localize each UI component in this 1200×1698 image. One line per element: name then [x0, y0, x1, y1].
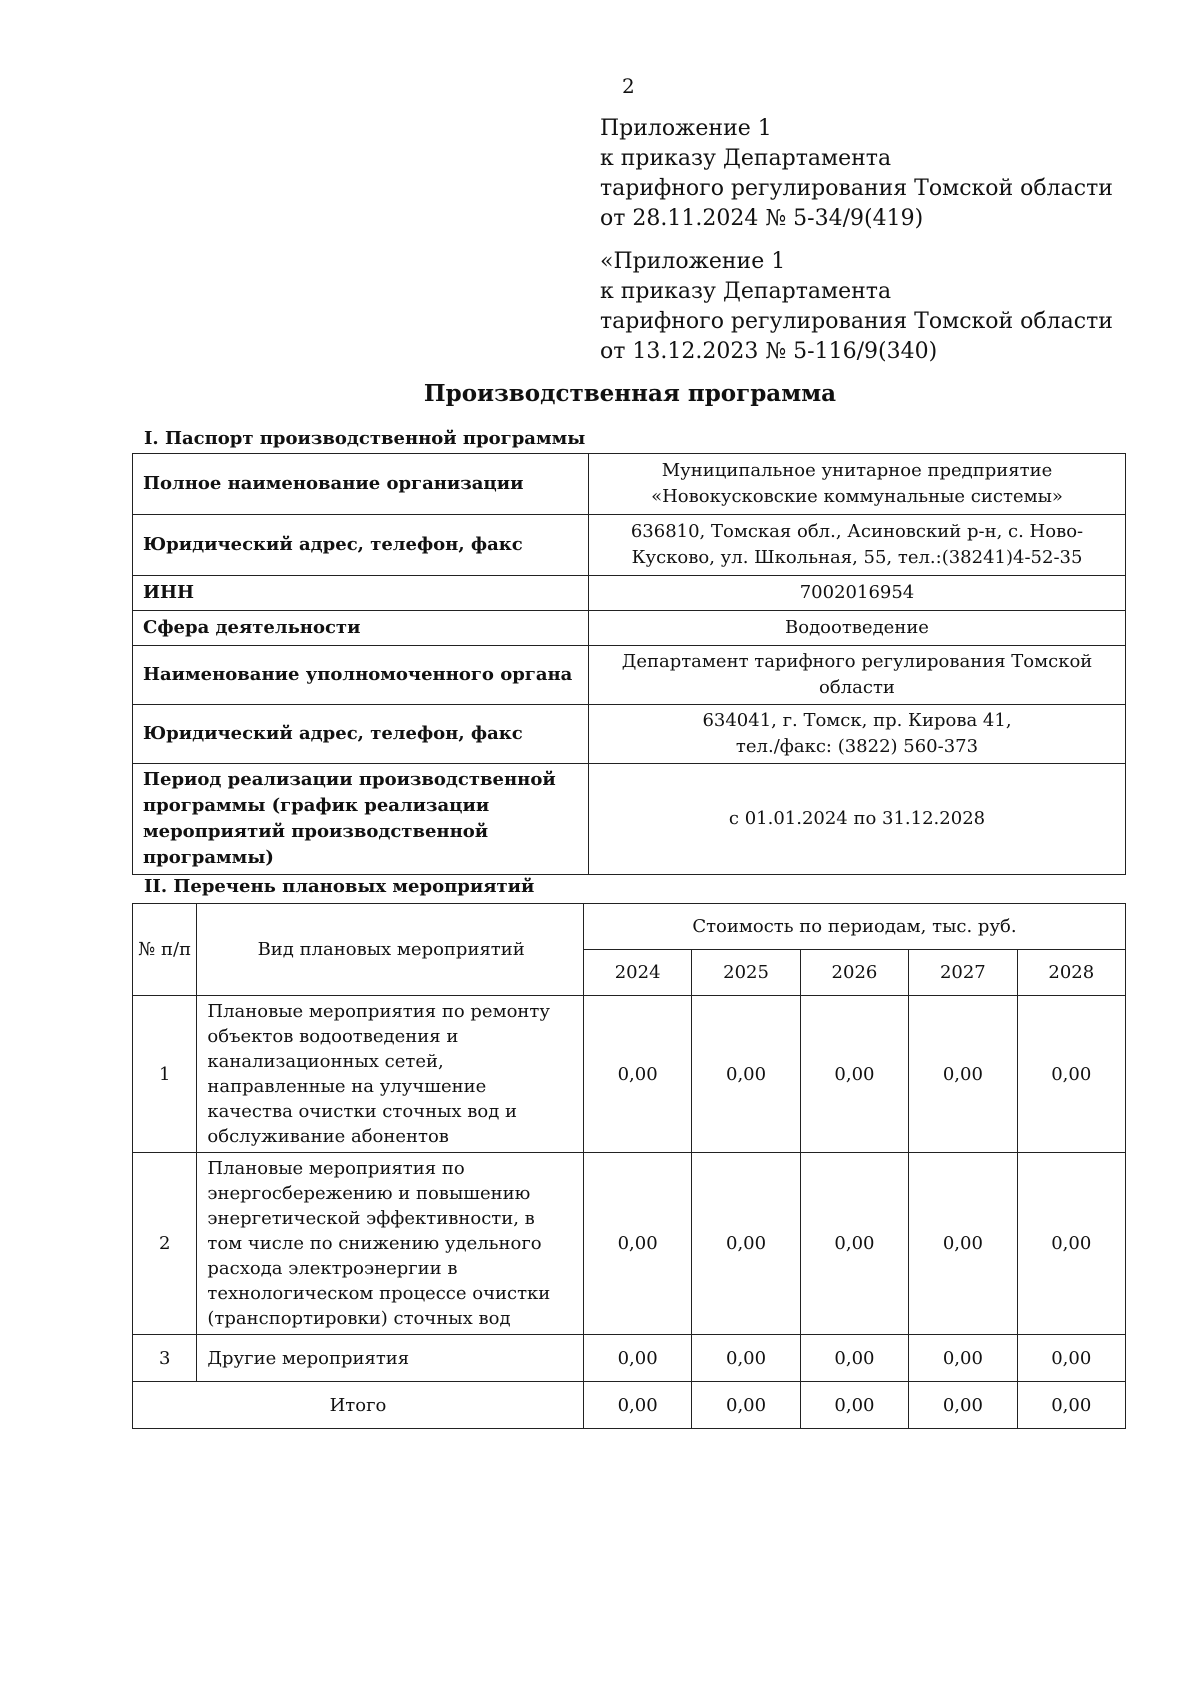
measures-header-row — [133, 904, 1126, 950]
row-num: 1 — [133, 996, 197, 1153]
table-row — [133, 1335, 1126, 1382]
row-value: 0,00 — [1017, 996, 1125, 1153]
passport-label: Юридический адрес, телефон, факс — [133, 515, 589, 576]
row-value: 0,00 — [692, 1153, 800, 1335]
table-row — [133, 996, 1126, 1153]
row-measure-name: Плановые мероприятия по ремонту объектов водоотведения и канализационных сетей, направленные на улучшение качества очистки сточных вод и обслуживание абонентов — [197, 996, 584, 1153]
appendix-line: «Приложение 1 — [600, 249, 786, 274]
passport-value-line: Водоотведение — [785, 617, 929, 638]
header-year: 2025 — [692, 950, 800, 996]
total-value: 0,00 — [692, 1382, 800, 1429]
appendix-line: к приказу Департамента — [600, 146, 892, 171]
appendix-line: от 28.11.2024 № 5-34/9(419) — [600, 206, 924, 231]
passport-value-line: Муниципальное унитарное предприятие — [661, 460, 1053, 481]
passport-label: Полное наименование организации — [133, 454, 589, 515]
passport-value-line: 7002016954 — [799, 582, 915, 603]
passport-row — [133, 646, 1126, 705]
measures-table — [132, 903, 1126, 1429]
row-value: 0,00 — [909, 1335, 1017, 1382]
row-value: 0,00 — [800, 996, 908, 1153]
header-year: 2027 — [909, 950, 1017, 996]
passport-value — [589, 705, 1126, 764]
passport-value — [589, 515, 1126, 576]
row-value: 0,00 — [909, 996, 1017, 1153]
header-measure-type: Вид плановых мероприятий — [197, 904, 584, 996]
header-year: 2028 — [1017, 950, 1125, 996]
passport-value — [589, 611, 1126, 646]
passport-value-line: Кусково, ул. Школьная, 55, тел.:(38241)4-52-35 — [631, 547, 1083, 568]
header-cost-by-period: Стоимость по периодам, тыс. руб. — [583, 904, 1125, 950]
row-value: 0,00 — [583, 1335, 691, 1382]
passport-row — [133, 454, 1126, 515]
header-year: 2024 — [583, 950, 691, 996]
passport-value — [589, 764, 1126, 875]
passport-value-line: «Новокусковские коммунальные системы» — [651, 486, 1063, 507]
document-title: Производственная программа — [423, 380, 837, 407]
passport-value — [589, 576, 1126, 611]
row-measure-name: Плановые мероприятия по энергосбережению и повышению энергетической эффективности, в том числе по снижению удельного расхода электроэнергии в технологическом процессе очистки (транспортировки) сточных вод — [197, 1153, 584, 1335]
passport-value-line: с 01.01.2024 по 31.12.2028 — [728, 808, 986, 829]
appendix-line: тарифного регулирования Томской области — [600, 176, 1113, 201]
passport-label: Юридический адрес, телефон, факс — [133, 705, 589, 764]
appendix-line: от 13.12.2023 № 5-116/9(340) — [600, 339, 938, 364]
passport-value-line: области — [819, 677, 895, 698]
row-value: 0,00 — [909, 1153, 1017, 1335]
passport-table — [132, 453, 1126, 875]
passport-row — [133, 764, 1126, 875]
table-row — [133, 1153, 1126, 1335]
appendix-line: Приложение 1 — [600, 116, 772, 141]
row-value: 0,00 — [692, 1335, 800, 1382]
total-label: Итого — [133, 1382, 584, 1429]
appendix-current-order — [600, 114, 1120, 234]
passport-value-line: 636810, Томская обл., Асиновский р-н, с. Ново- — [630, 521, 1084, 542]
appendix-amended-order — [600, 247, 1120, 367]
passport-value — [589, 646, 1126, 705]
passport-value-line: 634041, г. Томск, пр. Кирова 41, — [702, 710, 1012, 731]
row-value: 0,00 — [583, 1153, 691, 1335]
appendix-line: к приказу Департамента — [600, 279, 892, 304]
passport-label: Период реализации производственной программы (график реализации мероприятий производственной программы) — [133, 764, 589, 875]
total-value: 0,00 — [800, 1382, 908, 1429]
total-value: 0,00 — [1017, 1382, 1125, 1429]
row-value: 0,00 — [692, 996, 800, 1153]
row-value: 0,00 — [800, 1153, 908, 1335]
passport-label: Сфера деятельности — [133, 611, 589, 646]
row-value: 0,00 — [800, 1335, 908, 1382]
passport-row — [133, 576, 1126, 611]
header-num: № п/п — [133, 904, 197, 996]
row-measure-name: Другие мероприятия — [197, 1335, 584, 1382]
passport-value — [589, 454, 1126, 515]
section1-heading: I. Паспорт производственной программы — [144, 428, 586, 449]
passport-value-line: Департамент тарифного регулирования Томской — [621, 651, 1093, 672]
passport-value-line: тел./факс: (3822) 560-373 — [735, 736, 979, 757]
appendix-line: тарифного регулирования Томской области — [600, 309, 1113, 334]
page-number: 2 — [622, 74, 635, 98]
passport-label: Наименование уполномоченного органа — [133, 646, 589, 705]
row-value: 0,00 — [583, 996, 691, 1153]
passport-row — [133, 705, 1126, 764]
passport-row — [133, 611, 1126, 646]
row-value: 0,00 — [1017, 1335, 1125, 1382]
row-value: 0,00 — [1017, 1153, 1125, 1335]
total-row — [133, 1382, 1126, 1429]
row-num: 3 — [133, 1335, 197, 1382]
section2-heading: II. Перечень плановых мероприятий — [144, 876, 535, 897]
passport-row — [133, 515, 1126, 576]
passport-label: ИНН — [133, 576, 589, 611]
total-value: 0,00 — [583, 1382, 691, 1429]
total-value: 0,00 — [909, 1382, 1017, 1429]
row-num: 2 — [133, 1153, 197, 1335]
header-year: 2026 — [800, 950, 908, 996]
